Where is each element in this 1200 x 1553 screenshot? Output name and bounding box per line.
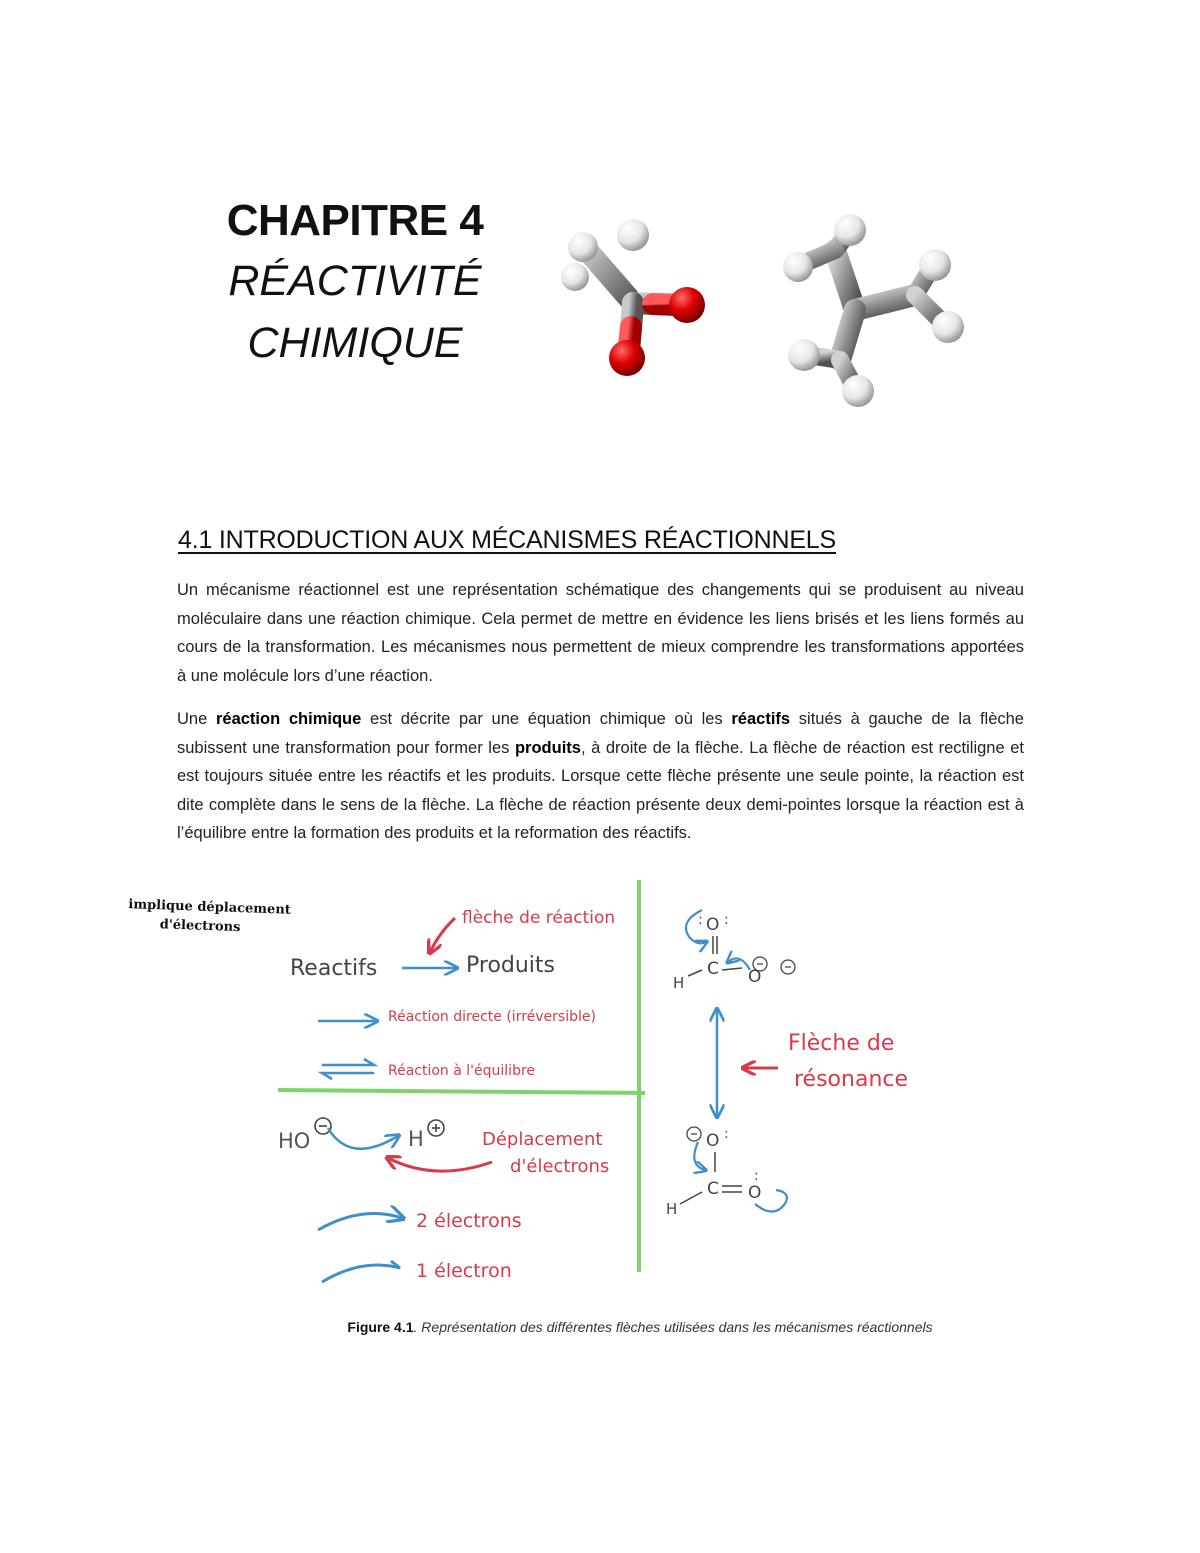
svg-text:O: O — [748, 1183, 762, 1203]
acetaldehyde-molecule-image — [555, 205, 725, 385]
arrow-electron-flow — [328, 1128, 398, 1149]
label-h-plus: H — [408, 1127, 424, 1151]
handwritten-note-line1: implique déplacement — [128, 897, 292, 918]
arrow-two-electrons — [318, 1214, 402, 1230]
svg-text::: : — [724, 912, 729, 928]
label-deux-electrons: 2 électrons — [416, 1210, 522, 1232]
label-deplacement-line2: d'électrons — [510, 1156, 610, 1177]
p2-text-3: situés à gauche de la flèche subissent une transformation pour former les — [177, 710, 1024, 757]
handwritten-note-line2: d'électrons — [159, 917, 241, 936]
svg-text::: : — [698, 912, 703, 928]
horizontal-divider — [278, 1090, 645, 1093]
arrow-equilibre-forward — [322, 1059, 374, 1065]
svg-text:H: H — [673, 974, 685, 992]
svg-text:O: O — [706, 1131, 720, 1151]
term-produits: produits — [514, 738, 581, 757]
label-deplacement-line1: Déplacement — [482, 1129, 603, 1150]
svg-text:O: O — [748, 967, 762, 987]
label-resonance-line1: Flèche de — [788, 1031, 895, 1056]
p2-text-2: est décrite par une équation chimique où les — [361, 710, 732, 728]
section-title: 4.1 INTRODUCTION AUX MÉCANISMES RÉACTIONNELS — [178, 526, 836, 554]
label-reaction-directe: Réaction directe (irréversible) — [388, 1009, 596, 1025]
resonance-structure-bottom — [666, 1126, 787, 1218]
label-ho: HO — [278, 1129, 311, 1153]
p2-text-1: Une — [177, 710, 216, 728]
pointer-arrow-fleche-reaction — [430, 918, 455, 952]
term-reaction-chimique: réaction chimique — [215, 710, 362, 728]
pointer-arrow-deplacement — [388, 1158, 492, 1171]
chapter-number: CHAPITRE 4 — [226, 196, 484, 245]
arrows-figure — [270, 880, 970, 1300]
figure-caption-text: . Représentation des différentes flèches utilisées dans les mécanismes réactionnels — [413, 1319, 933, 1335]
propane-molecule-image — [780, 205, 970, 410]
term-reactifs: réactifs — [731, 710, 791, 728]
label-reactifs: Reactifs — [290, 956, 378, 981]
svg-text::: : — [754, 1168, 759, 1184]
figure-caption-label: Figure 4.1 — [347, 1319, 414, 1335]
label-produits: Produits — [466, 953, 556, 978]
figure-caption — [270, 1319, 1010, 1335]
paragraph-mecanisme: Un mécanisme réactionnel est une représentation schématique des changements qui se produisent au niveau moléculaire dans une réaction chimique. Cela permet de mettre en évidence les liens brisés et les liens formés au cours de la transformation. Les mécanismes nous permettent de mieux comprendre les transformations apportées à une molécule lors d’une réaction. — [177, 581, 1024, 685]
svg-text::: : — [724, 1126, 729, 1142]
svg-text:H: H — [666, 1200, 678, 1218]
paragraph-reaction — [177, 705, 1024, 848]
chapter-heading — [205, 192, 505, 374]
label-reaction-equilibre: Réaction à l'équilibre — [388, 1063, 536, 1079]
label-resonance-line2: résonance — [794, 1067, 909, 1092]
chapter-title-line2: CHIMIQUE — [247, 319, 463, 367]
handwritten-note — [127, 895, 291, 939]
chapter-title-line1: RÉACTIVITÉ — [228, 257, 482, 305]
svg-text:C: C — [707, 1179, 719, 1199]
arrow-one-electron — [322, 1261, 400, 1282]
svg-text:O: O — [706, 915, 720, 935]
label-fleche-reaction: flèche de réaction — [462, 908, 616, 928]
resonance-structure-top — [673, 910, 795, 992]
arrow-equilibre-backward — [322, 1073, 374, 1079]
label-un-electron: 1 électron — [416, 1260, 512, 1282]
svg-text:C: C — [707, 959, 719, 979]
p2-text-4: , à droite de la flèche. La flèche de réaction est rectiligne et est toujours située entre les réactifs et les produits. Lorsque cette flèche présente une seule pointe, la réaction est dite complète dans le sens de la flèche. La flèche de réaction présente deux demi-pointes lorsque la réaction est à l’équilibre entre la formation des produits et la reformation des réactifs. — [177, 738, 1024, 842]
